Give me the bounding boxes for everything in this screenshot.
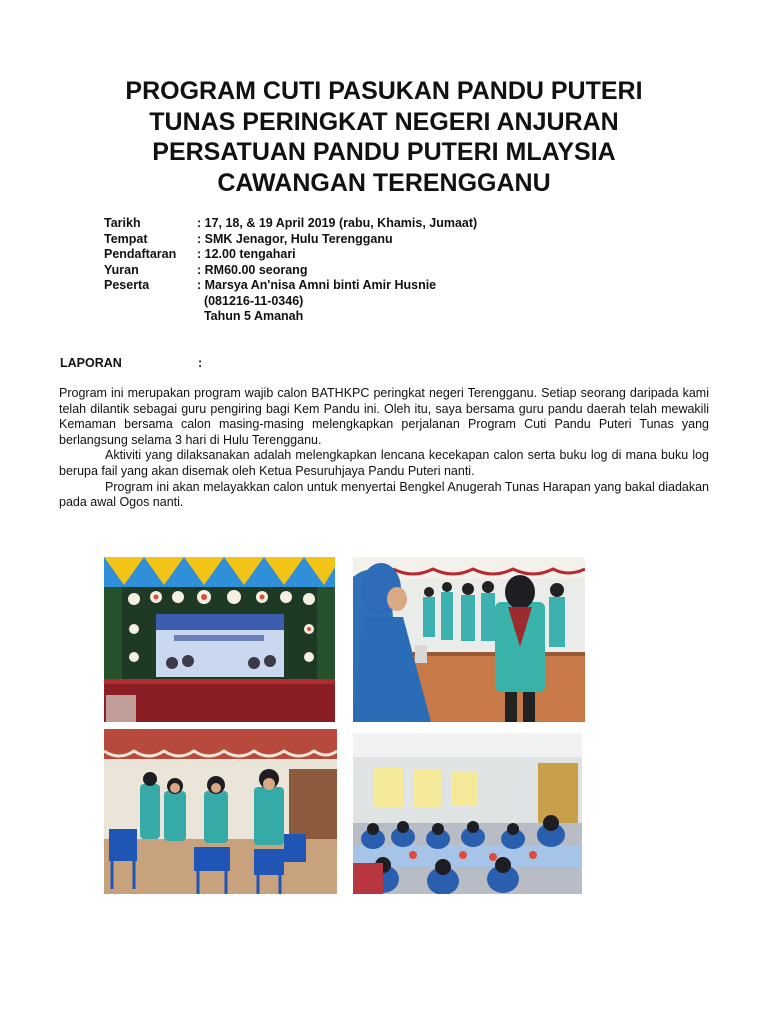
info-value: : 17, 18, & 19 April 2019 (rabu, Khamis, Jumaat) (197, 216, 478, 230)
dining-hall-photo (353, 733, 582, 894)
info-label (104, 309, 197, 325)
info-value: (081216-11-0346) (197, 293, 304, 308)
girl-guides-standing-photo (353, 557, 585, 722)
info-label: Pendaftaran (104, 247, 177, 261)
info-label: Tempat (104, 231, 148, 246)
girl-guides-chairs-photo (104, 729, 337, 894)
title-line: CAWANGAN TERENGGANU (217, 168, 551, 197)
document-title (60, 76, 708, 198)
info-row-peserta-class (104, 309, 477, 325)
info-value: : RM60.00 seorang (197, 262, 308, 277)
report-paragraph: Program ini akan melayakkan calon untuk menyertai Bengkel Anugerah Tunas Harapan yang bakal diadakan pada awal Ogos nanti. (59, 479, 709, 510)
info-label (104, 294, 197, 310)
info-value: : SMK Jenagor, Hulu Terengganu (197, 231, 393, 246)
info-value: : 12.00 tengahari (197, 247, 296, 261)
laporan-label: LAPORAN (60, 356, 122, 370)
report-paragraph: Program ini merupakan program wajib calon BATHKPC peringkat negeri Terengganu. Setiap seorang daripada kami telah dilantik sebagai guru pengiring bagi Kem Pandu ini. Oleh itu, saya bersama guru pandu daerah telah mewakili Kemaman bersama calon masing-masing melengkapkan perjalanan Program Cuti Pandu Puteri Tunas yang berlangsung selama 3 hari di Hulu Terengganu. (59, 386, 709, 447)
info-label: Yuran (104, 262, 139, 277)
info-row-peserta-ic (104, 294, 477, 310)
info-row-pendaftaran (104, 247, 477, 263)
stage-banner-photo (104, 557, 335, 722)
info-row-peserta (104, 278, 477, 294)
info-label: Tarikh (104, 216, 141, 230)
info-row-yuran (104, 263, 477, 279)
info-value: Tahun 5 Amanah (197, 309, 304, 323)
report-paragraph: Aktiviti yang dilaksanakan adalah melengkapkan lencana kecekapan calon serta buku log di mana buku log berupa fail yang akan disemak oleh Ketua Pesuruhjaya Pandu Puteri nanti. (59, 448, 709, 478)
info-row-tarikh (104, 216, 477, 232)
info-label: Peserta (104, 278, 150, 292)
title-line: TUNAS PERINGKAT NEGERI ANJURAN (149, 107, 619, 136)
event-info (104, 216, 477, 325)
report-body (59, 386, 709, 511)
title-line: PERSATUAN PANDU PUTERI MLAYSIA (152, 138, 616, 166)
laporan-colon: : (198, 356, 203, 370)
title-line: PROGRAM CUTI PASUKAN PANDU PUTERI (125, 77, 643, 105)
info-row-tempat (104, 232, 477, 248)
info-value: : Marsya An'nisa Amni binti Amir Husnie (197, 278, 437, 292)
laporan-heading (60, 356, 203, 370)
